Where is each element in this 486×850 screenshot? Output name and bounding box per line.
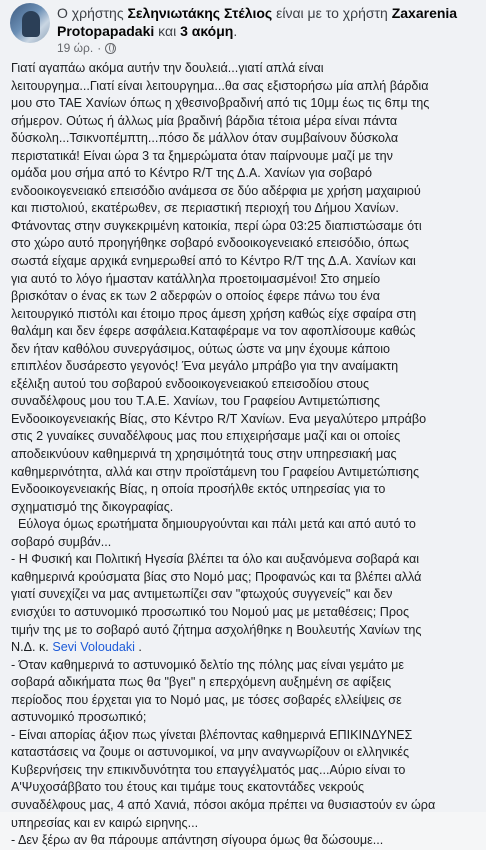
- post-text-line: περίοδος που έρχεται για το Νομό μας, με τόσες σοβαρές ελλείψεις σε: [11, 692, 402, 707]
- post-text-part1: [11, 60, 477, 639]
- mention-link[interactable]: Sevi Voloudaki: [52, 640, 135, 655]
- post-text-line: θαλάμη και δεν έφερε ασφάλεια.Καταφέραμε να τον αφοπλίσουμε καθώς: [11, 324, 416, 339]
- post-body: [11, 60, 477, 850]
- post-text-line: αποδεικνύουν καθημερινά τη χρησιμότητά τους στην υπηρεσιακή μας: [11, 447, 397, 462]
- post-text-line: δεν ήταν καθόλου συνεργάσιμος, ούτως ώστε να μην έχουμε κάποιο: [11, 341, 390, 356]
- post-text-line: Εύλογα όμως ερωτήματα δημιουργούνται και πάλι μετά και από αυτό το: [11, 517, 416, 532]
- post-text-line: Κυβερνήσεις την επικινδυνότητα του επαγγέλματός μας...Αύριο είναι το: [11, 762, 406, 777]
- post-text-part2: [11, 657, 477, 850]
- post-text-line: καθημερινότητα, αλλά και στην προϊστάμενη του Γραφείου Αντιμετώπισης: [11, 464, 420, 479]
- header-prefix: Ο χρήστης: [57, 5, 128, 21]
- post-text-line: λειτουργημα...Γιατί είναι λειτουργημα...θα σας εξιστορήσω μία απλή βάρδια: [11, 78, 429, 93]
- post-text-line: σοβαρά αδικήματα πως θα "βγει" η επερχόμενη αυξημένη σε αφίξεις: [11, 675, 392, 690]
- post-text-line: Α'Ψυχοσάββατο του έτους και τιμάμε τους εκατοντάδες νεκρούς: [11, 780, 365, 795]
- header-end: .: [233, 23, 238, 39]
- author-name[interactable]: Σεληνιωτάκης Στέλιος: [127, 5, 273, 21]
- post-text-line: σχηματισμό της δικογραφίας.: [11, 499, 174, 514]
- post-meta: [57, 41, 116, 55]
- post-text-line: περιστατικά! Είναι ώρα 3 τα ξημερώματα όταν παίρνουμε μαζί με την: [11, 148, 393, 163]
- post-text-line: - Είναι απορίας άξιον πως γίνεται βλέποντας καθημερινά ΕΠΙΚΙΝΔΥΝΕΣ: [11, 727, 413, 742]
- post-text-line: εξέλιξη αυτού του σοβαρού ενδοοικογενειακού επεισοδίου στους: [11, 376, 370, 391]
- post-text-line: καταστάσεις να ζουμε οι αστυνομικοί, να μην αναγνωρίζουν οι ελληνικές: [11, 745, 410, 760]
- post-text-line: σωστά είχαμε αρχικά ενημερωθεί από το Κέντρο R/T της Δ.Α. Χανίων και: [11, 254, 416, 269]
- post-text-line: - Η Φυσική και Πολιτική Ηγεσία βλέπει τα όλο και αυξανόμενα σοβαρά και: [11, 552, 420, 567]
- post-text-line: συναδέλφους μου του Τ.Α.Ε. Χανίων, του Γραφείου Αντιμετώπισης: [11, 394, 380, 409]
- post-text-line: Ενδοοικογενειακής Βίας, στο Κέντρο R/T Χανίων. Ενα μεγαλύτερο μπράβο: [11, 411, 427, 426]
- post-text-line: - Όταν καθημερινά το αστυνομικό δελτίο της πόλης μας είναι γεμάτο με: [11, 657, 404, 672]
- author-avatar[interactable]: [10, 3, 50, 43]
- header-and: και: [154, 23, 181, 39]
- nd-suffix: .: [134, 640, 142, 655]
- post-text-line: στο χώρο αυτό προηγήθηκε σοβαρό ενδοοικογενειακό επεισόδιο, όπως: [11, 236, 410, 251]
- others-link[interactable]: 3 ακόμη: [180, 23, 234, 39]
- post-text-line: λειτουργικό πιστόλι και έτοιμο προς άμεση χρήση καθώς είχε σφαίρα στη: [11, 306, 417, 321]
- post-text-line: ενδοοικογενειακό επεισόδιο ανάμεσα σε δύο αδέρφια με χρήση μαχαιριού: [11, 183, 421, 198]
- post-text-line: σοβαρό συμβάν...: [11, 534, 112, 549]
- post-text-line: Ενδοοικογενειακής Βίας, η οποία προσήλθε εκτός υπηρεσίας για το: [11, 482, 386, 497]
- post-text-line: δύσκολη...Τσικνοπέμπτη...πόσο δε μάλλον όταν συμβαίνουν δύσκολα: [11, 131, 399, 146]
- post-text-line: για αυτό το λόγο ήμασταν κατάλληλα προετοιμασμένοι! Στο σημείο: [11, 271, 381, 286]
- post-text-line: ομάδα μου σήμα από το Κέντρο R/T της Δ.Α. Χανίων για σοβαρό: [11, 166, 372, 181]
- post-text-line: Γιατί αγαπάω ακόμα αυτήν την δουλειά...γιατί απλά είναι: [11, 61, 324, 75]
- nd-line: [11, 639, 477, 657]
- post-text-line: μου στο ΤΑΕ Χανίων όπως η χθεσινοβραδινή από τις 10μμ έως τις 6πμ της: [11, 96, 430, 111]
- nd-prefix: Ν.Δ. κ.: [11, 640, 53, 655]
- post-text-line: καθημερινά κρούσματα βίας στο Νομό μας; Προφανώς και τα βλέπει αλλά: [11, 569, 422, 584]
- post-header: [0, 0, 486, 56]
- post-text-line: υπηρεσίας και εν καιρώ ειρηνης...: [11, 815, 199, 830]
- post-time[interactable]: 19 ώρ.: [57, 41, 94, 55]
- globe-icon[interactable]: [105, 43, 116, 54]
- post-text-line: και πιστολιού, εκατέρωθεν, σε περιαστική περιοχή του Δήμου Χανίων.: [11, 201, 399, 216]
- post-text-line: - Δεν ξέρω αν θα πάρουμε απάντηση σίγουρα όμως θα δώσουμε...: [11, 833, 384, 848]
- post-text-line: βρισκόταν ο ένας εκ των 2 αδερφών ο οποίος έφερε πάνω του ένα: [11, 289, 380, 304]
- meta-separator: ·: [97, 41, 102, 55]
- post-text-line: σήμερον. Ούτως ή άλλως μία βραδινή βάρδια τέτοια μέρα είναι πάντα: [11, 113, 398, 128]
- post-attribution: [57, 4, 477, 40]
- post-text-line: συναδέλφους μας, 4 από Χανιά, πόσοι ακόμα πρέπει να θυσιαστούν εν ώρα: [11, 797, 436, 812]
- post-text-line: στις 2 γυναίκες συναδέλφους μας που επιχειρήσαμε μαζί και οι οποίες: [11, 429, 401, 444]
- post-text-line: Φτάνοντας στην συγκεκριμένη κατοικία, περί ώρα 03:25 διαπιστώσαμε ότι: [11, 218, 422, 233]
- post-text-line: επιπλέον δυσάρεστο γεγονός! Ένα μεγάλο μπράβο για την αναίμακτη: [11, 359, 399, 374]
- post-text-line: τιμήν της με το σοβαρό αυτό ζήτημα ασχολήθηκε η Βουλευτής Χανίων της: [11, 622, 422, 637]
- avatar-figure: [22, 11, 40, 37]
- tagged-user[interactable]: Zaxarenia Protopapadaki: [57, 5, 458, 39]
- post-text-line: ενισχύει το αστυνομικό προσωπικό του Νομού μας με μεταθέσεις; Προς: [11, 604, 410, 619]
- post-text-line: αστυνομικό προσωπικό;: [11, 710, 147, 725]
- header-mid: είναι με το χρήστη: [272, 5, 392, 21]
- post-text-line: γιατί συνεχίζει να μας αντιμετωπίζει σαν "φτωχούς συγγενείς" και δεν: [11, 587, 393, 602]
